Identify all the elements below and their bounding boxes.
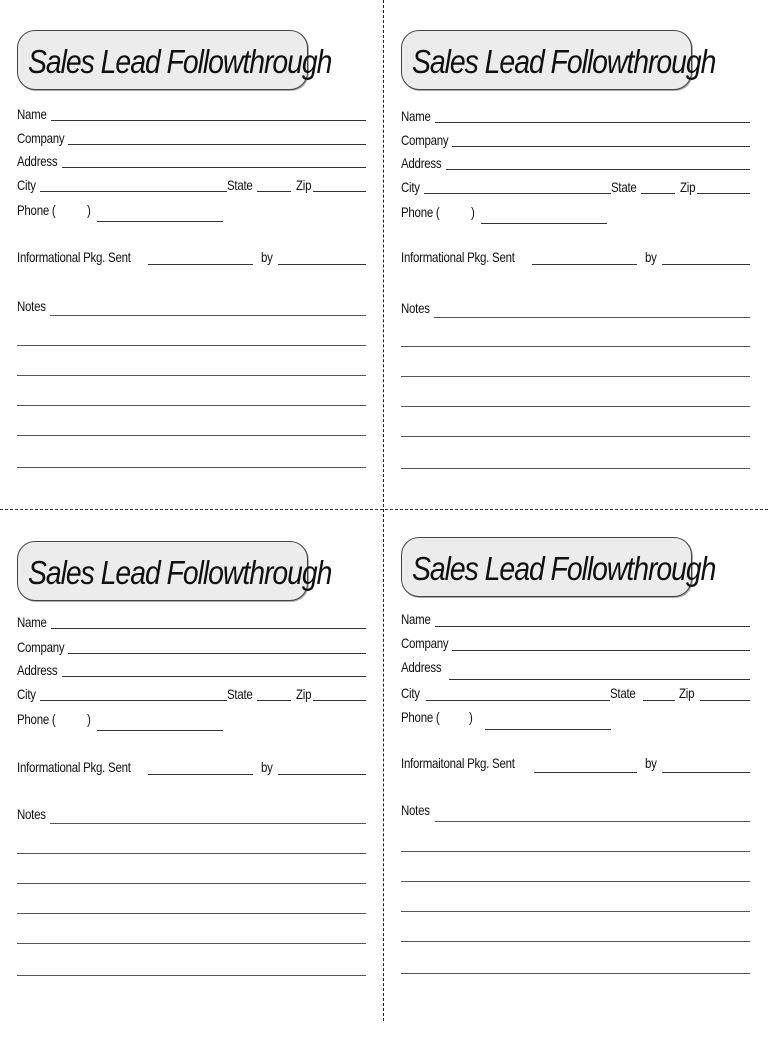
phone-paren: ): [87, 711, 91, 727]
notes-extra-line-3[interactable]: [17, 405, 366, 406]
notes-extra-line-2[interactable]: [401, 376, 750, 377]
card-title: Sales Lead Followthrough: [412, 43, 716, 80]
notes-field[interactable]: [17, 804, 366, 822]
name-field[interactable]: [17, 612, 366, 630]
notes-extra-line-1[interactable]: [17, 345, 366, 346]
name-line[interactable]: [435, 122, 750, 123]
address-field[interactable]: [401, 153, 750, 171]
notes-extra-line-1[interactable]: [401, 851, 750, 852]
lead-card-top-right: [401, 30, 768, 530]
info-pkg-line[interactable]: [148, 264, 253, 265]
name-label: Name: [17, 106, 47, 122]
notes-extra-line-5[interactable]: [17, 975, 366, 976]
phone-paren: ): [471, 204, 475, 220]
lead-card-bottom-right: [401, 537, 768, 1037]
notes-extra-line-1[interactable]: [17, 853, 366, 854]
phone-field[interactable]: [401, 202, 750, 220]
info-pkg-field[interactable]: [17, 757, 366, 775]
info-pkg-label: Informational Pkg. Sent: [17, 249, 131, 265]
address-label: Address: [401, 155, 442, 171]
name-line[interactable]: [51, 120, 366, 121]
info-pkg-label: Informational Pkg. Sent: [17, 759, 131, 775]
state-line[interactable]: [257, 700, 291, 701]
address-line[interactable]: [62, 676, 366, 677]
notes-extra-line-2[interactable]: [401, 881, 750, 882]
info-pkg-field[interactable]: [17, 247, 366, 265]
state-label: State: [227, 177, 253, 193]
city-label: City: [401, 179, 420, 195]
info-pkg-line[interactable]: [532, 264, 637, 265]
name-label: Name: [401, 108, 431, 124]
by-line[interactable]: [662, 264, 750, 265]
notes-extra-line-5[interactable]: [401, 468, 750, 469]
city-state-zip-field[interactable]: [401, 683, 750, 701]
state-label: State: [611, 179, 637, 195]
card-title-box: [17, 541, 332, 601]
name-field[interactable]: [401, 106, 750, 124]
name-label: Name: [401, 611, 431, 627]
notes-extra-line-4[interactable]: [401, 941, 750, 942]
notes-extra-line-3[interactable]: [401, 406, 750, 407]
notes-label: Notes: [17, 806, 46, 822]
city-line[interactable]: [40, 700, 227, 701]
phone-label: Phone (: [401, 204, 440, 220]
city-label: City: [17, 686, 36, 702]
card-title-box: [17, 30, 332, 90]
city-line[interactable]: [426, 700, 610, 701]
phone-field[interactable]: [401, 707, 750, 725]
company-line[interactable]: [68, 144, 366, 145]
info-pkg-line[interactable]: [534, 772, 637, 773]
notes-extra-line-4[interactable]: [17, 435, 366, 436]
company-line[interactable]: [452, 146, 750, 147]
city-state-zip-field[interactable]: [17, 684, 366, 702]
state-label: State: [227, 686, 253, 702]
phone-field[interactable]: [17, 709, 366, 727]
lead-card-top-left: [17, 30, 385, 530]
city-label: City: [401, 685, 420, 701]
company-label: Company: [17, 130, 65, 146]
zip-line[interactable]: [313, 700, 366, 701]
phone-line[interactable]: [97, 730, 223, 731]
name-label: Name: [17, 614, 47, 630]
company-label: Company: [401, 635, 449, 651]
address-label: Address: [17, 662, 58, 678]
state-line[interactable]: [257, 191, 291, 192]
card-title: Sales Lead Followthrough: [412, 550, 716, 587]
city-line[interactable]: [40, 191, 227, 192]
name-field[interactable]: [17, 104, 366, 122]
phone-line[interactable]: [481, 223, 607, 224]
notes-extra-line-2[interactable]: [17, 883, 366, 884]
company-field[interactable]: [17, 637, 366, 655]
info-pkg-label: Informational Pkg. Sent: [401, 249, 515, 265]
address-label: Address: [17, 153, 58, 169]
notes-field[interactable]: [17, 296, 366, 314]
state-line[interactable]: [641, 193, 675, 194]
name-line[interactable]: [51, 628, 366, 629]
by-line[interactable]: [278, 774, 366, 775]
info-pkg-field[interactable]: [401, 247, 750, 265]
notes-extra-line-2[interactable]: [17, 375, 366, 376]
address-line[interactable]: [62, 167, 366, 168]
notes-extra-line-3[interactable]: [17, 913, 366, 914]
phone-line[interactable]: [485, 729, 611, 730]
notes-label: Notes: [401, 802, 430, 818]
address-line[interactable]: [446, 169, 750, 170]
name-line[interactable]: [435, 626, 750, 627]
notes-extra-line-4[interactable]: [17, 943, 366, 944]
by-line[interactable]: [278, 264, 366, 265]
zip-label: Zip: [680, 179, 696, 195]
notes-field[interactable]: [401, 800, 750, 818]
notes-field[interactable]: [401, 298, 750, 316]
phone-line[interactable]: [97, 221, 223, 222]
by-line[interactable]: [662, 772, 750, 773]
zip-line[interactable]: [313, 191, 366, 192]
company-field[interactable]: [401, 130, 750, 148]
notes-line[interactable]: [434, 317, 750, 318]
notes-extra-line-1[interactable]: [401, 346, 750, 347]
info-pkg-line[interactable]: [148, 774, 253, 775]
zip-label: Zip: [296, 177, 312, 193]
card-title-box: [401, 30, 716, 90]
address-line[interactable]: [449, 679, 750, 680]
company-field[interactable]: [401, 633, 750, 651]
zip-line[interactable]: [697, 193, 750, 194]
phone-label: Phone (: [17, 711, 56, 727]
card-title: Sales Lead Followthrough: [28, 43, 332, 80]
company-line[interactable]: [68, 653, 366, 654]
company-label: Company: [17, 639, 65, 655]
info-pkg-field[interactable]: [401, 753, 750, 771]
by-label: by: [261, 249, 273, 265]
card-title: Sales Lead Followthrough: [28, 554, 332, 591]
zip-label: Zip: [679, 685, 695, 701]
name-field[interactable]: [401, 609, 750, 627]
phone-field[interactable]: [17, 200, 366, 218]
state-label: State: [610, 685, 636, 701]
notes-label: Notes: [401, 300, 430, 316]
zip-line[interactable]: [700, 700, 750, 701]
notes-extra-line-5[interactable]: [401, 973, 750, 974]
phone-paren: ): [469, 709, 473, 725]
company-label: Company: [401, 132, 449, 148]
notes-extra-line-3[interactable]: [401, 911, 750, 912]
notes-label: Notes: [17, 298, 46, 314]
address-field[interactable]: [401, 657, 750, 675]
address-field[interactable]: [17, 660, 366, 678]
state-line[interactable]: [643, 700, 675, 701]
city-line[interactable]: [424, 193, 611, 194]
by-label: by: [261, 759, 273, 775]
notes-extra-line-5[interactable]: [17, 467, 366, 468]
info-pkg-label: Informaitonal Pkg. Sent: [401, 755, 515, 771]
company-line[interactable]: [452, 650, 750, 651]
company-field[interactable]: [17, 128, 366, 146]
notes-line[interactable]: [50, 315, 366, 316]
phone-paren: ): [87, 202, 91, 218]
address-field[interactable]: [17, 151, 366, 169]
city-state-zip-field[interactable]: [17, 175, 366, 193]
phone-label: Phone (: [401, 709, 440, 725]
city-state-zip-field[interactable]: [401, 177, 750, 195]
card-title-box: [401, 537, 716, 597]
phone-label: Phone (: [17, 202, 56, 218]
notes-line[interactable]: [435, 821, 750, 822]
address-label: Address: [401, 659, 442, 675]
notes-line[interactable]: [50, 823, 366, 824]
notes-extra-line-4[interactable]: [401, 436, 750, 437]
city-label: City: [17, 177, 36, 193]
zip-label: Zip: [296, 686, 312, 702]
by-label: by: [645, 755, 657, 771]
by-label: by: [645, 249, 657, 265]
lead-card-bottom-left: [17, 541, 385, 1041]
